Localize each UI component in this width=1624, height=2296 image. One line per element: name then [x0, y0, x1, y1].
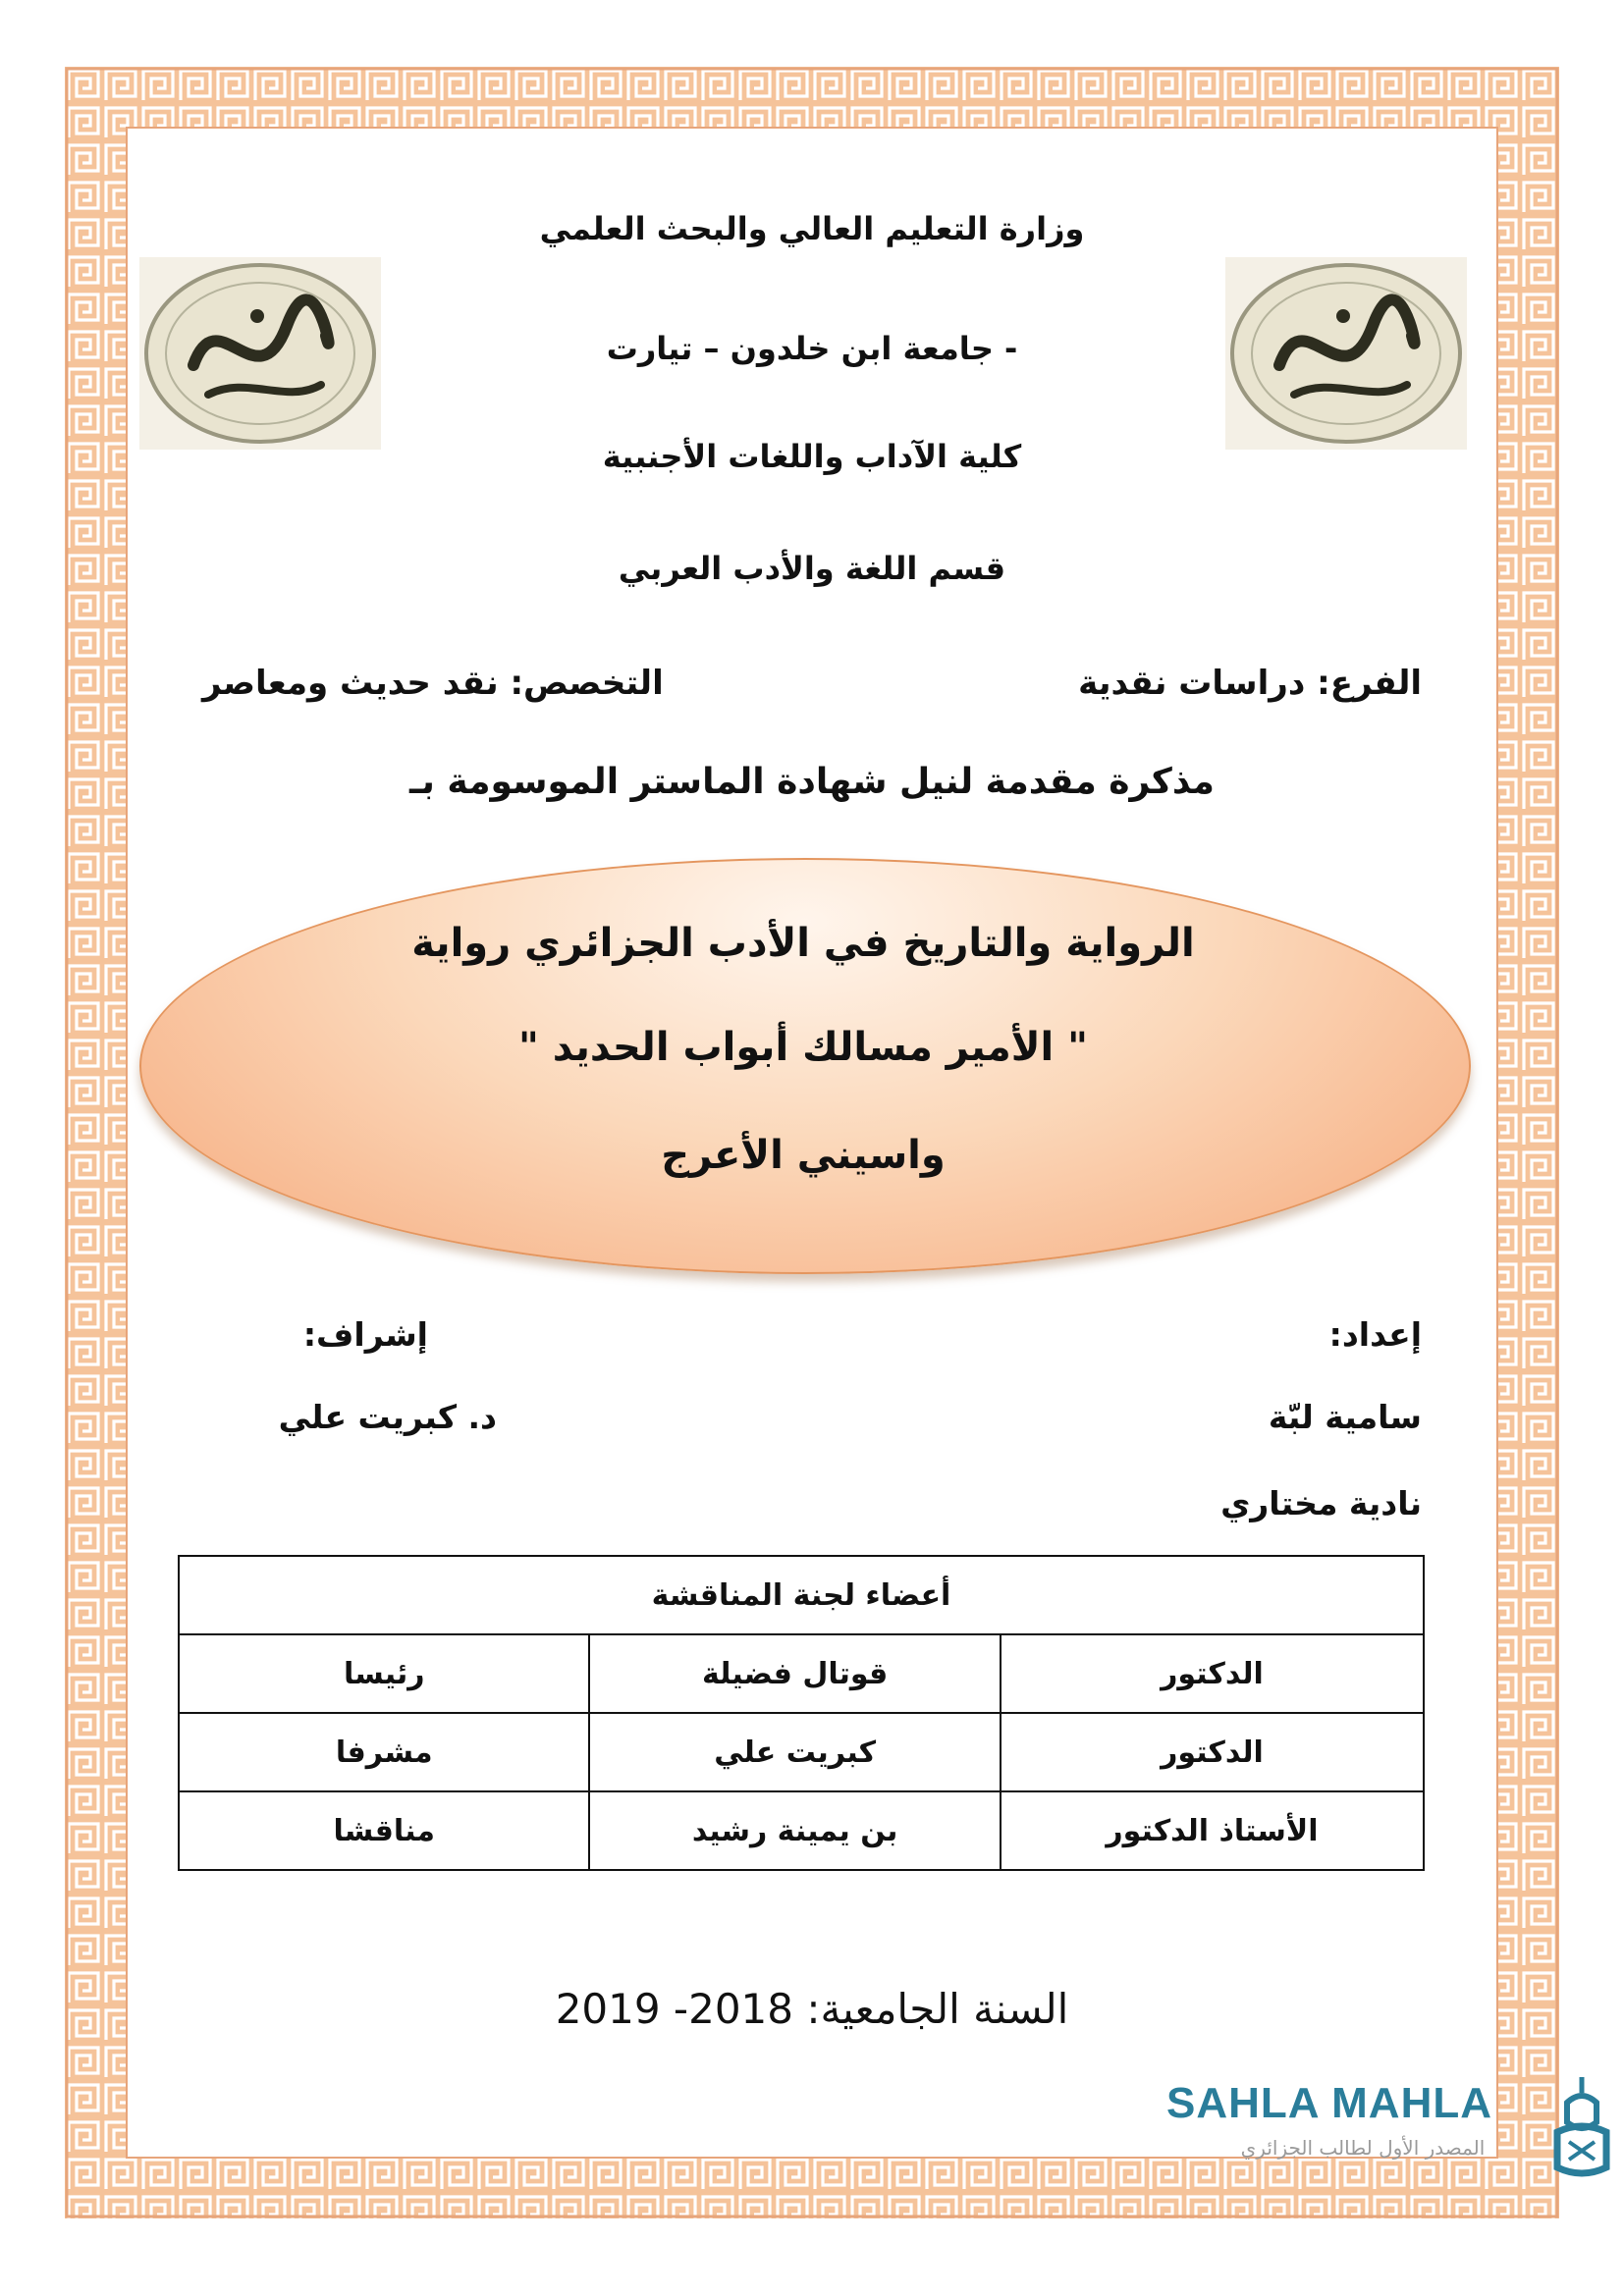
table-row	[179, 1791, 1424, 1870]
thesis-description: مذكرة مقدمة لنيل شهادة الماستر الموسومة بـ	[409, 762, 1215, 802]
table-header-row	[179, 1556, 1424, 1634]
academic-year: السنة الجامعية: 2018- 2019	[555, 1985, 1069, 2033]
member-role: مشرفا	[179, 1713, 589, 1791]
watermark-brand: SAHLA MAHLA	[1166, 2079, 1492, 2127]
table-row	[179, 1713, 1424, 1791]
member-title: الأستاذ الدكتور	[1001, 1791, 1424, 1870]
watermark-tagline: المصدر الأول لطالب الجزائري	[1240, 2136, 1486, 2160]
member-role: رئيسا	[179, 1634, 589, 1713]
specialty-label: التخصص: نقد حديث ومعاصر	[202, 664, 664, 703]
author-name: نادية مختاري	[1220, 1484, 1422, 1522]
prepared-by-label: إعداد:	[1328, 1315, 1422, 1354]
member-name: قوتال فضيلة	[589, 1634, 1000, 1713]
site-watermark	[1166, 2073, 1618, 2181]
supervisor-name: د. كبريت علي	[278, 1398, 497, 1436]
department-name: قسم اللغة والأدب العربي	[618, 550, 1006, 587]
sahla-mahla-logo-icon	[1547, 2073, 1616, 2179]
thesis-title-line1: الرواية والتاريخ في الأدب الجزائري رواية	[411, 921, 1195, 966]
ministry-title: وزارة التعليم العالي والبحث العلمي	[539, 210, 1085, 247]
faculty-name: كلية الآداب واللغات الأجنبية	[602, 438, 1022, 475]
thesis-title-line2: " الأمير مسالك أبواب الحديد "	[517, 1025, 1089, 1070]
member-title: الدكتور	[1001, 1634, 1424, 1713]
author-name: سامية لبّة	[1268, 1398, 1422, 1436]
branch-label: الفرع: دراسات نقدية	[1078, 664, 1422, 703]
thesis-title-line3: واسيني الأعرج	[661, 1133, 946, 1178]
member-name: بن يمينة رشيد	[589, 1791, 1000, 1870]
table-row	[179, 1634, 1424, 1713]
committee-table	[178, 1555, 1425, 1871]
supervision-label: إشراف:	[302, 1315, 428, 1354]
member-role: مناقشا	[179, 1791, 589, 1870]
committee-header: أعضاء لجنة المناقشة	[179, 1556, 1424, 1634]
member-name: كبريت علي	[589, 1713, 1000, 1791]
member-title: الدكتور	[1001, 1713, 1424, 1791]
university-name: - جامعة ابن خلدون – تيارت	[606, 330, 1018, 367]
